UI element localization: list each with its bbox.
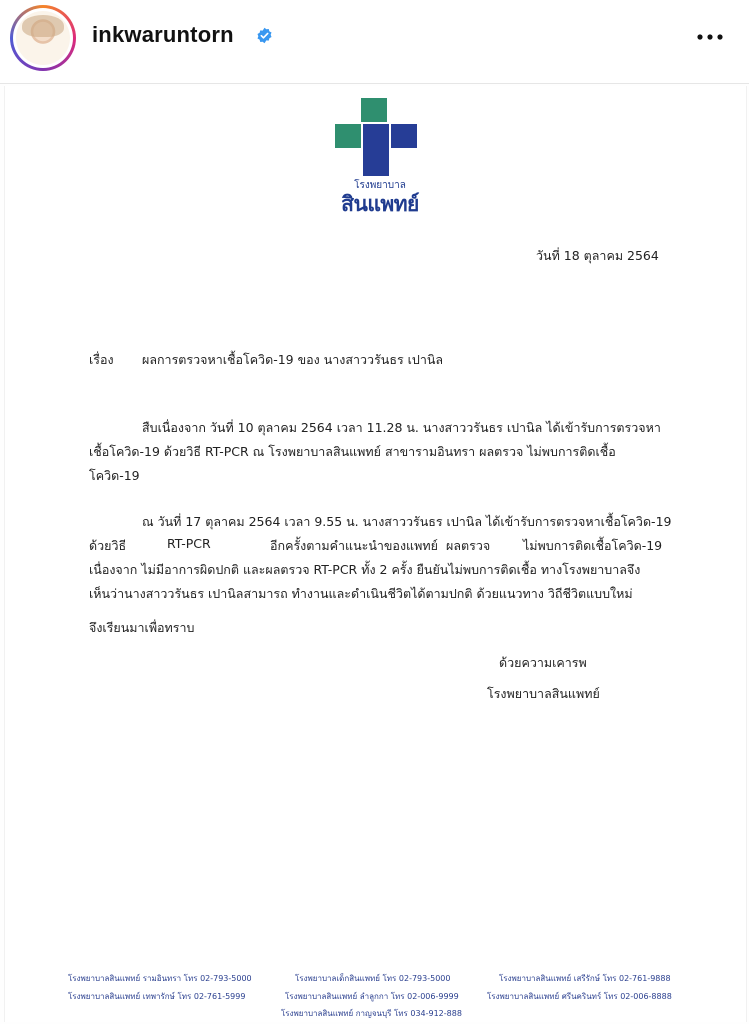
footer-branch: โรงพยาบาลสินแพทย์ เสรีรักษ์ โทร 02-761-9888	[499, 974, 671, 983]
avatar-border	[13, 8, 73, 68]
footer-branch: โรงพยาบาลเด็กสินแพทย์ โทร 02-793-5000	[295, 974, 451, 983]
para2-line1: ณ วันที่ 17 ตุลาคม 2564 เวลา 9.55 น. นางสาววรันธร เปานิล ได้เข้ารับการตรวจหาเชื้อโควิด-19	[142, 514, 672, 529]
subject-label: เรื่อง	[89, 352, 114, 367]
para1-line2: เชื้อโควิด-19 ด้วยวิธี RT-PCR ณ โรงพยาบาลสินแพทย์ สาขารามอินทรา ผลตรวจ ไม่พบการติดเชื้อ	[89, 444, 616, 459]
logo-small-text: โรงพยาบาล	[354, 180, 406, 191]
avatar[interactable]	[10, 5, 76, 71]
signature-text: โรงพยาบาลสินแพทย์	[487, 686, 600, 701]
letter-document	[4, 86, 747, 1022]
subject-text: ผลการตรวจหาเชื้อโควิด-19 ของ นางสาววรันธร เปานิล	[142, 352, 444, 367]
para2-line2-part2: RT-PCR	[167, 536, 211, 551]
footer-branch: โรงพยาบาลสินแพทย์ กาญจนบุรี โทร 034-912-888	[281, 1009, 462, 1018]
para1-line1: สืบเนื่องจาก วันที่ 10 ตุลาคม 2564 เวลา 11.28 น. นางสาววรันธร เปานิล ได้เข้ารับการตรวจหา	[142, 420, 661, 435]
letter-date: วันที่ 18 ตุลาคม 2564	[536, 248, 659, 263]
para2-line2-part3: อีกครั้งตามคำแนะนำของแพทย์	[270, 538, 438, 553]
post-image[interactable]	[0, 84, 749, 1024]
cross-logo-icon	[335, 98, 425, 178]
para2-line2-part5: ไม่พบการติดเชื้อโควิด-19	[523, 538, 663, 553]
para2-line2-part4: ผลตรวจ	[446, 538, 491, 553]
footer-branch: โรงพยาบาลสินแพทย์ รามอินทรา โทร 02-793-5000	[68, 974, 252, 983]
footer-branch: โรงพยาบาลสินแพทย์ ลำลูกกา โทร 02-006-9999	[285, 992, 459, 1001]
regards-text: ด้วยความเคารพ	[499, 655, 587, 670]
para2-line4: เห็นว่านางสาววรันธร เปานิลสามารถ ทำงานและดำเนินชีวิตได้ตามปกติ ด้วยแนวทาง วิถีชีวิตแบบใหม่	[89, 586, 633, 601]
footer-branch: โรงพยาบาลสินแพทย์ ศรีนครินทร์ โทร 02-006-8888	[487, 992, 672, 1001]
avatar-image	[16, 11, 70, 65]
para2-line3: เนื่องจาก ไม่มีอาการผิดปกติ และผลตรวจ RT-PCR ทั้ง 2 ครั้ง ยืนยันไม่พบการติดเชื้อ ทางโรงพยาบาลจึง	[89, 562, 641, 577]
post-header	[0, 0, 749, 84]
closing-text: จึงเรียนมาเพื่อทราบ	[89, 620, 195, 635]
hospital-logo	[335, 98, 425, 222]
para1-line3: โควิด-19	[89, 468, 140, 483]
more-options-icon	[697, 34, 723, 40]
more-options-button[interactable]	[695, 22, 725, 52]
verified-badge-icon	[256, 27, 273, 44]
footer-branch: โรงพยาบาลสินแพทย์ เทพารักษ์ โทร 02-761-5999	[68, 992, 246, 1001]
para2-line2-part1: ด้วยวิธี	[89, 538, 127, 553]
logo-big-text: สินแพทย์	[341, 192, 419, 216]
username-link[interactable]: inkwaruntorn	[92, 22, 234, 47]
